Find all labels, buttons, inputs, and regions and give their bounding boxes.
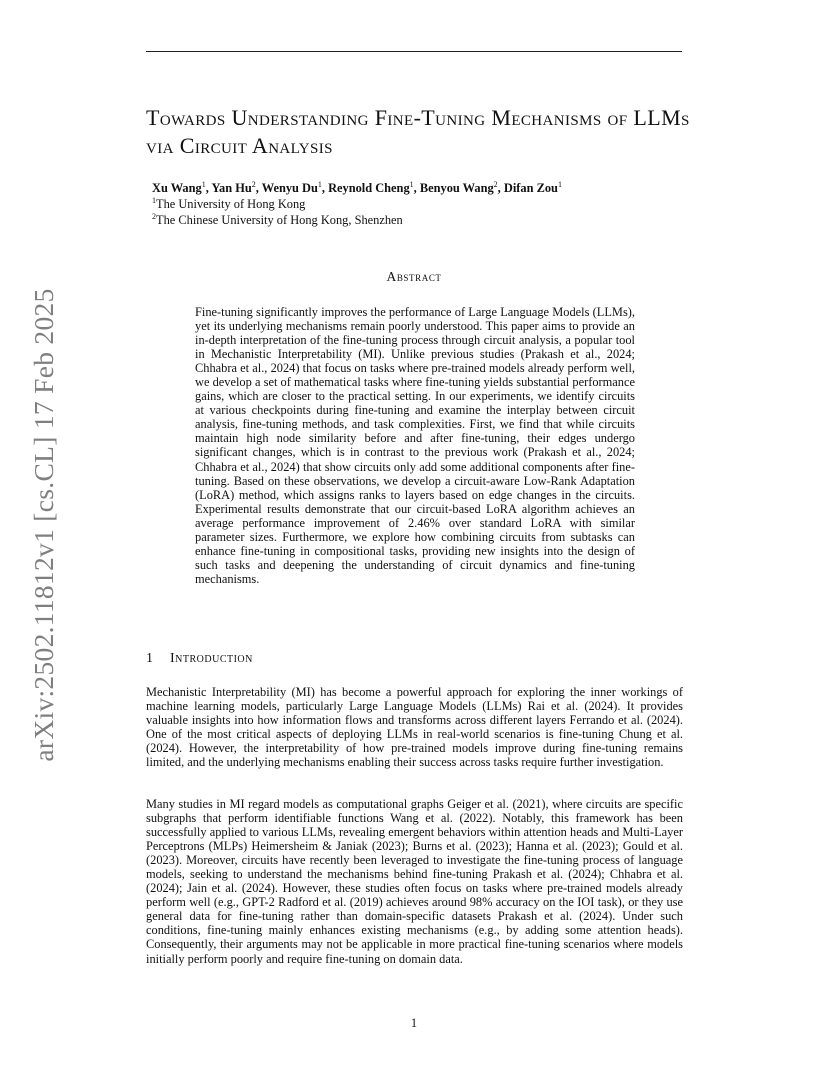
affiliation-name: The Chinese University of Hong Kong, Shenzhen xyxy=(156,213,403,227)
affiliation-mark: 1 xyxy=(152,196,156,205)
author-affiliation-mark: 2 xyxy=(493,180,498,189)
section-title: Introduction xyxy=(170,651,253,666)
page-number: 1 xyxy=(410,1016,418,1030)
affiliation-name: The University of Hong Kong xyxy=(156,197,306,211)
abstract-heading: Abstract xyxy=(386,269,442,284)
author-name: Benyou Wang xyxy=(419,181,494,195)
section-number: 1 xyxy=(146,651,153,666)
body-paragraph: Many studies in MI regard models as computational graphs Geiger et al. (2021), where circuits are specific subgraphs that perform identifiable functions Wang et al. (2022). Notably, this framework has been successfully applied to various LLMs, revealing emergent behaviors within attention heads and Multi-Layer Perceptrons (MLPs) Heimersheim & Janiak (2023); Burns et al. (2023); Hanna et al. (2023); Gould et al. (2023). Moreover, circuits have recently been leveraged to investigate the fine-tuning process of language models, seeking to understand the mechanisms behind fine-tuning Prakash et al. (2024); Chhabra et al. (2024); Jain et al. (2024). However, these studies often focus on tasks where pre-trained models already perform well (e.g., GPT-2 Radford et al. (2019) achieves around 98% accuracy on the IOI task), or they use general data for fine-tuning rather than domain-specific datasets Prakash et al. (2024). Under such conditions, fine-tuning mainly enhances existing mechanisms (e.g., by adding some attention heads). Consequently, their arguments may not be applicable in more practical fine-tuning scenarios where models initially perform poorly and require fine-tuning on domain data. xyxy=(146,797,683,966)
author-affiliation-mark: 2 xyxy=(251,180,256,189)
abstract-text: Fine-tuning significantly improves the performance of Large Language Models (LLMs), yet its underlying mechanisms remain poorly understood. This paper aims to provide an in-depth interpretation of the fine-tuning process through circuit analysis, a popular tool in Mechanistic Interpretability (MI). Unlike previous studies (Prakash et al., 2024; Chhabra et al., 2024) that focus on tasks where pre-trained models already perform well, we develop a set of mathematical tasks where fine-tuning yields substantial performance gains, which are closer to the practical setting. In our experiments, we identify circuits at various checkpoints during fine-tuning and examine the interplay between circuit analysis, fine-tuning methods, and task complexities. First, we find that while circuits maintain high node similarity before and after fine-tuning, their edges undergo significant changes, which is in contrast to the previous work (Prakash et al., 2024; Chhabra et al., 2024) that show circuits only add some additional components after fine-tuning. Based on these observations, we develop a circuit-aware Low-Rank Adaptation (LoRA) method, which assigns ranks to layers based on edge changes in the circuits. Experimental results demonstrate that our circuit-based LoRA algorithm achieves an average performance improvement of 2.46% over standard LoRA with similar parameter sizes. Furthermore, we explore how combining circuits from subtasks can enhance fine-tuning in compositional tasks, providing new insights into the design of such tasks and deepening the understanding of circuit dynamics and fine-tuning mechanisms. xyxy=(195,305,635,586)
author-name: Difan Zou xyxy=(503,181,558,195)
author-name: Wenyu Du xyxy=(261,181,318,195)
section-heading xyxy=(146,651,253,667)
author-affiliation-mark: 1 xyxy=(557,180,562,189)
author-affiliation-mark: 1 xyxy=(317,180,322,189)
top-rule xyxy=(146,51,682,52)
author-name: Reynold Cheng xyxy=(328,181,410,195)
body-paragraph: Mechanistic Interpretability (MI) has become a powerful approach for exploring the inner workings of machine learning models, particularly Large Language Models (LLMs) Rai et al. (2024). It provides valuable insights into how information flows and transforms across different layers Ferrando et al. (2024). One of the most critical aspects of deploying LLMs in real-world scenarios is fine-tuning Chung et al. (2024). However, the interpretability of how pre-trained models improve during fine-tuning remains limited, and the underlying mechanisms enabling their success across tasks require further investigation. xyxy=(146,685,683,770)
author-list: Xu Wang$^1$, Yan Hu$^2$, Wenyu Du$^1$, Reynold Cheng$^1$, Benyou Wang$^2$, Difan Zou$^1$ xyxy=(152,180,562,195)
affiliation-mark: 2 xyxy=(152,212,156,221)
affiliation xyxy=(152,213,403,228)
author-affiliation-mark: 1 xyxy=(409,180,414,189)
paper-title: Towards Understanding Fine-Tuning Mechanisms of LLMs via Circuit Analysis xyxy=(146,105,690,158)
author-name: Xu Wang xyxy=(152,181,202,195)
affiliation xyxy=(152,197,305,212)
arxiv-identifier: arXiv:2502.11812v1 [cs.CL] 17 Feb 2025 xyxy=(28,288,59,762)
author-affiliation-mark: 1 xyxy=(201,180,206,189)
author-name: Yan Hu xyxy=(211,181,252,195)
